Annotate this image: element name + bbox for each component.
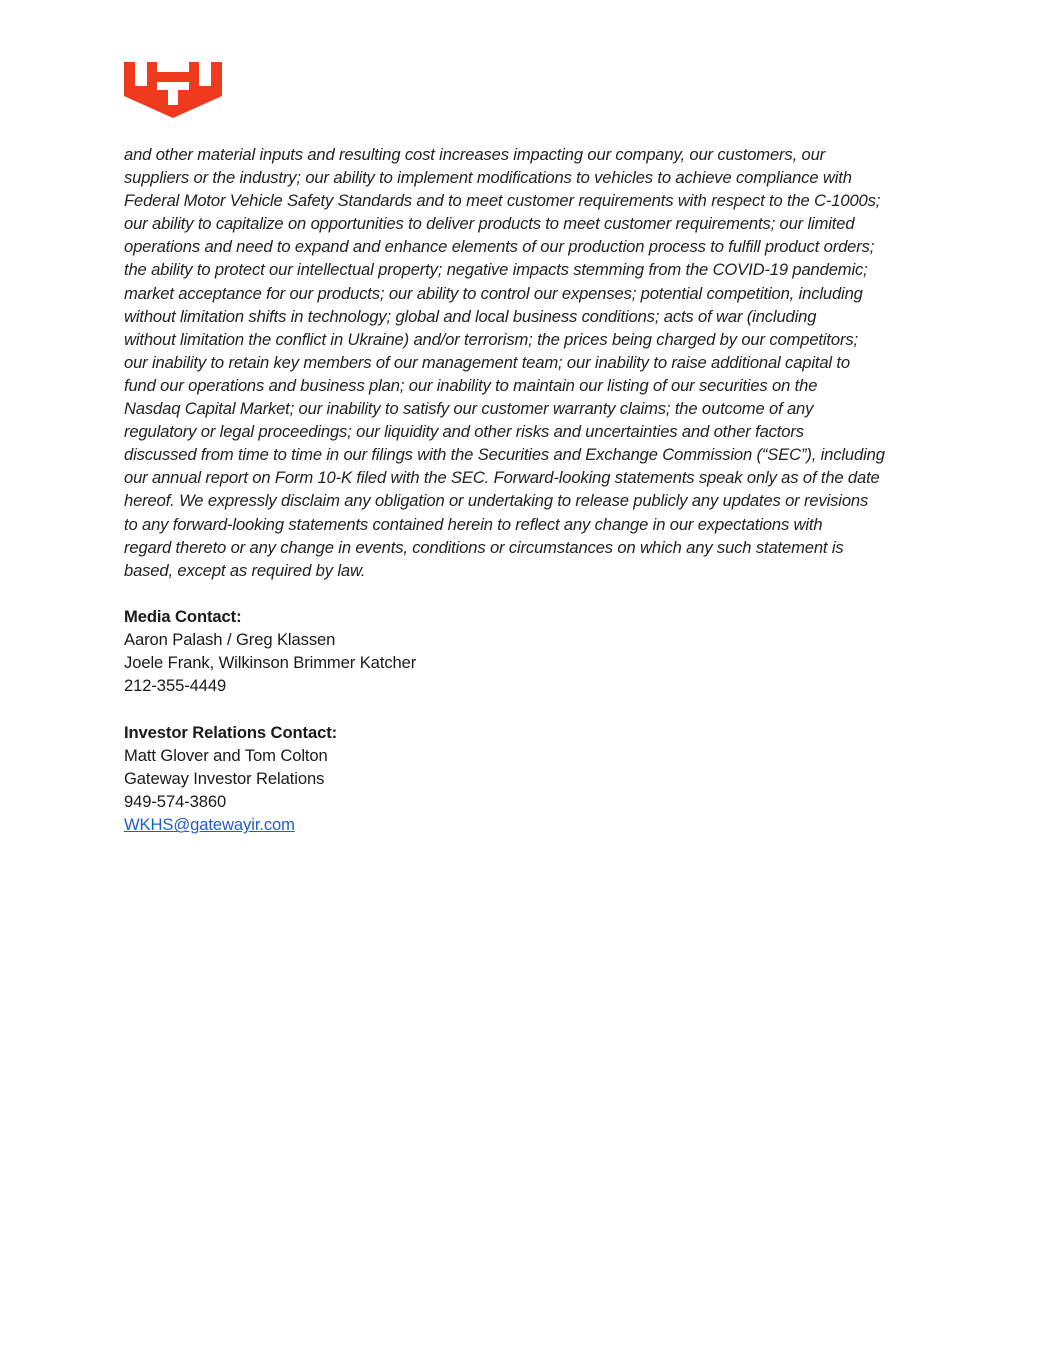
investor-contact-organization: Gateway Investor Relations — [124, 769, 325, 789]
paragraph-line: to any forward-looking statements contained herein to reflect any change in our expectations with — [124, 514, 823, 534]
company-logo — [124, 62, 222, 118]
workhorse-logo-icon — [124, 62, 222, 118]
paragraph-line: fund our operations and business plan; our inability to maintain our listing of our securities on the — [124, 375, 818, 395]
paragraph-line: discussed from time to time in our filings with the Securities and Exchange Commission (“SEC”), including — [124, 445, 885, 465]
paragraph-line: based, except as required by law. — [124, 560, 366, 580]
forward-looking-statements-paragraph — [124, 143, 944, 582]
paragraph-line: hereof. We expressly disclaim any obligation or undertaking to release publicly any updates or revisions — [124, 491, 869, 511]
paragraph-line: our inability to retain key members of our management team; our inability to raise additional capital to — [124, 352, 850, 372]
paragraph-line: market acceptance for our products; our ability to control our expenses; potential competition, including — [124, 283, 863, 303]
paragraph-line: our annual report on Form 10-K filed with the SEC. Forward-looking statements speak only as of the date — [124, 468, 880, 488]
paragraph-line: suppliers or the industry; our ability to implement modifications to vehicles to achieve compliance with — [124, 168, 852, 188]
paragraph-line: without limitation shifts in technology; global and local business conditions; acts of war (including — [124, 306, 817, 326]
investor-relations-contact-block — [124, 721, 624, 836]
investor-contact-names: Matt Glover and Tom Colton — [124, 746, 328, 766]
media-contact-names: Aaron Palash / Greg Klassen — [124, 630, 336, 650]
paragraph-line: our ability to capitalize on opportunities to deliver products to meet customer requirements; our limited — [124, 214, 855, 234]
media-contact-block — [124, 605, 624, 697]
paragraph-line: without limitation the conflict in Ukraine) and/or terrorism; the prices being charged by our competitors; — [124, 329, 858, 349]
paragraph-line: regulatory or legal proceedings; our liquidity and other risks and uncertainties and other factors — [124, 422, 804, 442]
paragraph-line: and other material inputs and resulting cost increases impacting our company, our customers, our — [124, 145, 826, 164]
investor-contact-heading: Investor Relations Contact: — [124, 723, 338, 742]
paragraph-line: operations and need to expand and enhance elements of our production process to fulfill product orders; — [124, 237, 875, 257]
media-contact-organization: Joele Frank, Wilkinson Brimmer Katcher — [124, 653, 417, 673]
paragraph-line: the ability to protect our intellectual property; negative impacts stemming from the COVID-19 pandemic; — [124, 260, 868, 280]
paragraph-line: Nasdaq Capital Market; our inability to satisfy our customer warranty claims; the outcome of any — [124, 399, 814, 419]
media-contact-heading: Media Contact: — [124, 607, 242, 626]
investor-contact-email-link[interactable]: WKHS@gatewayir.com — [124, 815, 295, 835]
media-contact-phone: 212-355-4449 — [124, 676, 227, 696]
paragraph-line: Federal Motor Vehicle Safety Standards and to meet customer requirements with respect to the C-1000s; — [124, 191, 881, 211]
investor-contact-phone: 949-574-3860 — [124, 792, 227, 812]
paragraph-line: regard thereto or any change in events, conditions or circumstances on which any such statement is — [124, 537, 844, 557]
